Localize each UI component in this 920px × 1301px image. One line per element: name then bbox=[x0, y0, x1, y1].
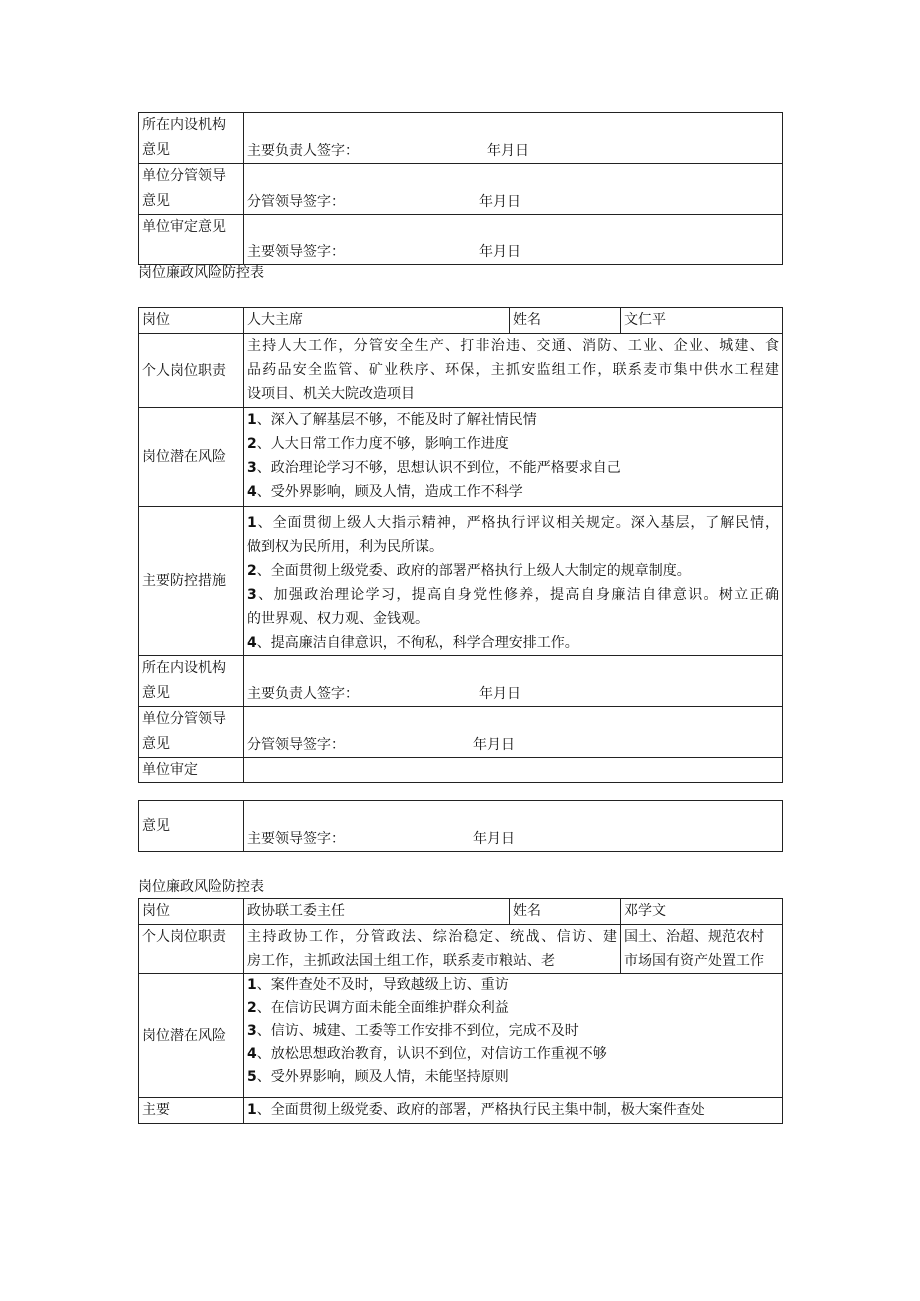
risk-cell bbox=[244, 974, 783, 1098]
lead-opinion-label bbox=[139, 164, 244, 215]
org-opinion-label bbox=[139, 656, 244, 707]
measure-item: 做到权为民所用，利为民所谋。 bbox=[247, 539, 443, 555]
measure-item: 1、全面贯彻上级人大指示精神，严格执行评议相关规定。深入基层，了解民情， bbox=[247, 515, 779, 531]
duty-line: 国土、治超、规范农村 bbox=[624, 929, 764, 945]
approve-label: 单位审定 bbox=[139, 758, 244, 783]
duty-line: 房工作，主抓政法国土组工作，联系麦市粮站、老 bbox=[247, 953, 555, 969]
label-line: 意见 bbox=[142, 142, 170, 158]
duty-line: 市场国有资产处置工作 bbox=[624, 953, 764, 969]
risk-item: 2、在信访民调方面未能全面维护群众利益 bbox=[247, 1000, 509, 1016]
duty-label: 个人岗位职责 bbox=[139, 925, 244, 974]
name-label: 姓名 bbox=[510, 308, 621, 334]
approve-opinion-label: 意见 bbox=[139, 801, 244, 852]
risk-item: 4、放松思想政治教育，认识不到位，对信访工作重视不够 bbox=[247, 1046, 607, 1062]
signature-label: 主要负责人签字： bbox=[247, 686, 359, 702]
measure-item: 2、全面贯彻上级党委、政府的部署严格执行上级人大制定的规章制度。 bbox=[247, 563, 691, 579]
duty-label: 个人岗位职责 bbox=[139, 334, 244, 408]
lead-opinion-cell[interactable] bbox=[244, 164, 783, 215]
risk-label: 岗位潜在风险 bbox=[139, 974, 244, 1098]
approve-opinion-label bbox=[139, 215, 244, 265]
signature-label: 主要领导签字： bbox=[247, 831, 345, 847]
label-line: 意见 bbox=[142, 736, 170, 752]
approve-opinion-cell[interactable] bbox=[244, 215, 783, 265]
approve-cell[interactable] bbox=[244, 758, 783, 783]
risk-item: 2、人大日常工作力度不够，影响工作进度 bbox=[247, 436, 509, 452]
duty-cell-right bbox=[621, 925, 783, 974]
measure-item: 的世界观、权力观、金钱观。 bbox=[247, 611, 429, 627]
opinion-block-1 bbox=[138, 112, 783, 265]
measure-cell bbox=[244, 507, 783, 656]
date-label: 年月日 bbox=[479, 244, 521, 260]
measure-label: 主要 bbox=[139, 1098, 244, 1124]
label-line: 所在内设机构 bbox=[142, 117, 226, 133]
label-line: 意见 bbox=[142, 193, 170, 209]
lead-opinion-cell[interactable] bbox=[244, 707, 783, 758]
duty-cell-left bbox=[244, 925, 621, 974]
duty-line: 设项目、机关大院改造项目 bbox=[247, 386, 415, 402]
measure-item: 3、加强政治理论学习，提高自身党性修养，提高自身廉洁自律意识。树立正确 bbox=[247, 587, 779, 603]
signature-label: 分管领导签字： bbox=[247, 194, 345, 210]
date-label: 年月日 bbox=[487, 143, 529, 159]
post-value: 政协联工委主任 bbox=[244, 899, 510, 925]
table-title-1: 岗位廉政风险防控表 bbox=[138, 265, 264, 281]
measure-label: 主要防控措施 bbox=[139, 507, 244, 656]
duty-line: 主持政协工作，分管政法、综治稳定、统战、信访、建 bbox=[247, 929, 617, 945]
risk-item: 4、受外界影响，顾及人情，造成工作不科学 bbox=[247, 484, 523, 500]
label-line: 意见 bbox=[142, 685, 170, 701]
measure-item: 4、提高廉洁自律意识，不徇私，科学合理安排工作。 bbox=[247, 635, 579, 651]
risk-label: 岗位潜在风险 bbox=[139, 408, 244, 507]
approve-opinion-cell[interactable] bbox=[244, 801, 783, 852]
label-line: 单位分管领导 bbox=[142, 168, 226, 184]
signature-label: 主要负责人签字： bbox=[247, 143, 359, 159]
table-title-2: 岗位廉政风险防控表 bbox=[138, 879, 264, 895]
risk-item: 3、政治理论学习不够，思想认识不到位，不能严格要求自己 bbox=[247, 460, 621, 476]
name-value: 邓学文 bbox=[621, 899, 783, 925]
opinion-block-2 bbox=[138, 800, 783, 852]
post-value: 人大主席 bbox=[244, 308, 510, 334]
label-line: 单位分管领导 bbox=[142, 711, 226, 727]
risk-item: 5、受外界影响，顾及人情，未能坚持原则 bbox=[247, 1069, 509, 1085]
post-label: 岗位 bbox=[139, 899, 244, 925]
label-line: 所在内设机构 bbox=[142, 660, 226, 676]
signature-label: 分管领导签字： bbox=[247, 737, 345, 753]
risk-item: 1、深入了解基层不够，不能及时了解社情民情 bbox=[247, 412, 537, 428]
lead-opinion-label bbox=[139, 707, 244, 758]
signature-label: 主要领导签字： bbox=[247, 244, 345, 260]
duty-line: 主持人大工作，分管安全生产、打非治违、交通、消防、工业、企业、城建、食 bbox=[247, 338, 779, 354]
duty-line: 品药品安全监管、矿业秩序、环保，主抓安监组工作，联系麦市集中供水工程建 bbox=[247, 362, 779, 378]
label-line: 单位审定意见 bbox=[142, 219, 226, 235]
measure-cell bbox=[244, 1098, 783, 1124]
name-value: 文仁平 bbox=[621, 308, 783, 334]
org-opinion-cell[interactable] bbox=[244, 113, 783, 164]
date-label: 年月日 bbox=[479, 686, 521, 702]
org-opinion-label bbox=[139, 113, 244, 164]
name-label: 姓名 bbox=[510, 899, 621, 925]
date-label: 年月日 bbox=[473, 831, 515, 847]
post-label: 岗位 bbox=[139, 308, 244, 334]
risk-cell bbox=[244, 408, 783, 507]
date-label: 年月日 bbox=[473, 737, 515, 753]
measure-item: 1、全面贯彻上级党委、政府的部署，严格执行民主集中制，极大案件查处 bbox=[247, 1102, 705, 1118]
risk-item: 3、信访、城建、工委等工作安排不到位，完成不及时 bbox=[247, 1023, 579, 1039]
duty-cell bbox=[244, 334, 783, 408]
risk-table-2 bbox=[138, 898, 783, 1124]
date-label: 年月日 bbox=[479, 194, 521, 210]
org-opinion-cell[interactable] bbox=[244, 656, 783, 707]
risk-table-1 bbox=[138, 307, 783, 783]
risk-item: 1、案件查处不及时，导致越级上访、重访 bbox=[247, 977, 509, 993]
